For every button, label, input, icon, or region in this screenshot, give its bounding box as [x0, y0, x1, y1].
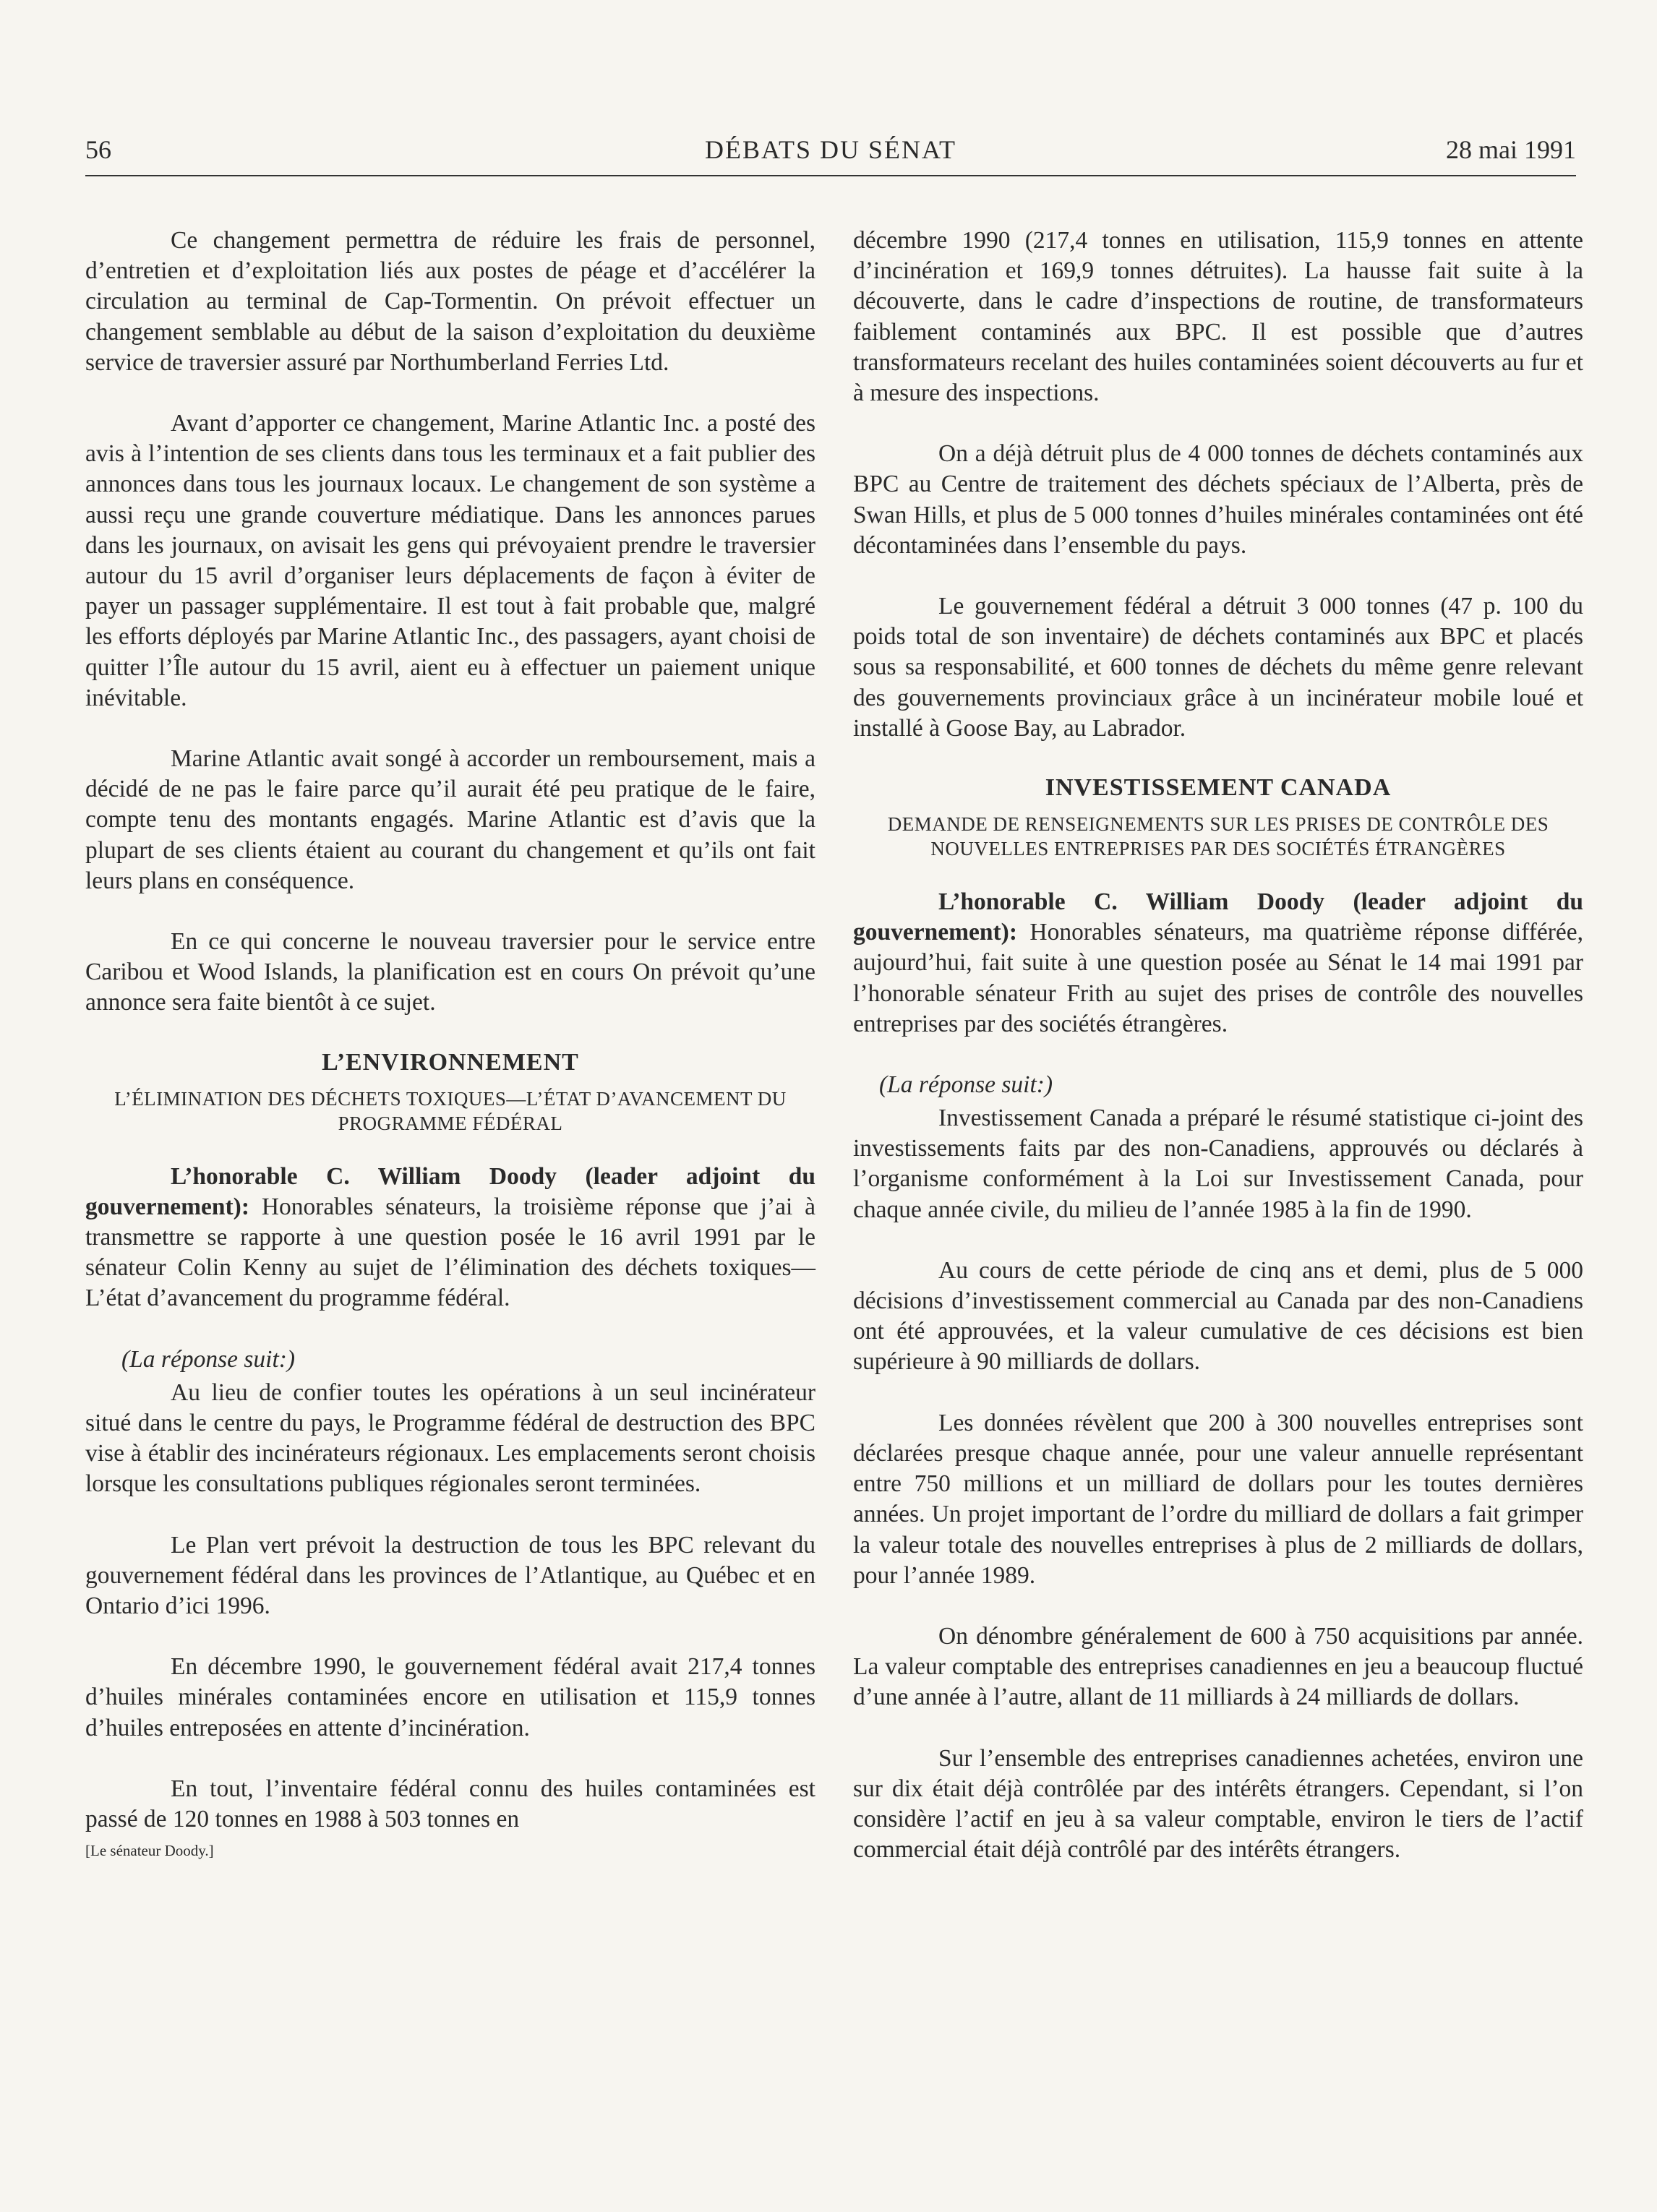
paragraph: Les données révèlent que 200 à 300 nouvelles entreprises sont déclarées presque chaque année, pour une valeur annuelle représentant entre 750 millions et un milliard de dollars pour les toutes dernières années. Un projet important de l’ordre du milliard de dollars a fait grimper la valeur totale des nouvelles entreprises à plus de 2 milliards de dollars, pour l’année 1989.	[853, 1409, 1583, 1589]
paragraph: On dénombre généralement de 600 à 750 acquisitions par année. La valeur comptable des entreprises canadiennes en jeu a beaucoup fluctué d’une année à l’autre, allant de 11 milliards à 24 milliards de dollars.	[853, 1622, 1583, 1711]
speech-text: Honorables sénateurs, ma quatrième réponse différée, aujourd’hui, fait suite à une question posée au Sénat le 14 mai 1991 par l’honorable sénateur Frith au sujet des prises de contrôle des nouvelles entreprises par des sociétés étrangères.	[853, 919, 1583, 1037]
subsection-heading: L’ÉLIMINATION DES DÉCHETS TOXIQUES—L’ÉTAT D’AVANCEMENT DU PROGRAMME FÉDÉRAL	[114, 1087, 787, 1134]
speech-paragraph	[85, 1162, 815, 1314]
paragraph: Sur l’ensemble des entreprises canadiennes achetées, environ une sur dix était déjà contrôlée par des intérêts étrangers. Cependant, si l’on considère l’actif en jeu à sa valeur comptable, environ le tiers de l’actif commercial était déjà contrôlé par des intérêts étrangers.	[853, 1744, 1583, 1864]
speech-paragraph	[853, 887, 1583, 1039]
paragraph: On a déjà détruit plus de 4 000 tonnes de déchets contaminés aux BPC au Centre de traitement des déchets spéciaux de l’Alberta, près de Swan Hills, et plus de 5 000 tonnes d’huiles minérales contaminées ont été décontaminées dans l’ensemble du pays.	[853, 440, 1583, 559]
paragraph: En ce qui concerne le nouveau traversier pour le service entre Caribou et Wood Islands, la planification est en cours On prévoit qu’une annonce sera faite bientôt à ce sujet.	[85, 928, 815, 1016]
section-heading: INVESTISSEMENT CANADA	[1045, 774, 1392, 802]
paragraph: Le Plan vert prévoit la destruction de tous les BPC relevant du gouvernement fédéral dans les provinces de l’Atlantique, au Québec et en Ontario d’ici 1996.	[85, 1531, 815, 1619]
paragraph: Marine Atlantic avait songé à accorder un remboursement, mais a décidé de ne pas le faire parce qu’il aurait été peu pratique de le faire, compte tenu des montants engagés. Marine Atlantic est d’avis que la plupart de ses clients étaient au courant du changement et qu’ils ont fait leurs plans en conséquence.	[85, 745, 815, 894]
response-label: (La réponse suit:)	[121, 1345, 296, 1373]
paragraph: En décembre 1990, le gouvernement fédéral avait 217,4 tonnes d’huiles minérales contaminées encore en utilisation et 115,9 tonnes d’huiles entreposées en attente d’incinération.	[85, 1653, 815, 1741]
paragraph: Ce changement permettra de réduire les frais de personnel, d’entretien et d’exploitation liés aux postes de péage et d’accélérer la circulation au terminal de Cap-Tormentin. On prévoit effectuer un changement semblable au début de la saison d’exploitation du deuxième service de traversier assuré par Northumberland Ferries Ltd.	[85, 227, 815, 376]
header-date: 28 mai 1991	[1446, 135, 1576, 164]
section-heading: L’ENVIRONNEMENT	[322, 1048, 579, 1076]
paragraph: Au lieu de confier toutes les opérations à un seul incinérateur situé dans le centre du pays, le Programme fédéral de destruction des BPC vise à établir des incinérateurs régionaux. Les emplacements seront choisis lorsque les consultations publiques régionales seront terminées.	[85, 1379, 815, 1498]
speech-text: Honorables sénateurs, la troisième réponse que j’ai à transmettre se rapporte à une question posée le 16 avril 1991 par le sénateur Colin Kenny au sujet de l’élimination des déchets toxiques—L’état d’avancement du programme fédéral.	[85, 1193, 815, 1312]
paragraph: Au cours de cette période de cinq ans et demi, plus de 5 000 décisions d’investissement commercial au Canada par des non-Canadiens ont été approuvées, et la valeur cumulative de ces décisions est bien supérieure à 90 milliards de dollars.	[853, 1256, 1583, 1376]
response-label: (La réponse suit:)	[879, 1071, 1053, 1099]
paragraph: Le gouvernement fédéral a détruit 3 000 tonnes (47 p. 100 du poids total de son inventaire) de déchets contaminés aux BPC et placés sous sa responsabilité, et 600 tonnes de déchets du même genre relevant des gouvernements provinciaux grâce à un incinérateur mobile loué et installé à Goose Bay, au Labrador.	[853, 593, 1583, 742]
right-column	[853, 226, 1583, 1895]
paragraph: En tout, l’inventaire fédéral connu des huiles contaminées est passé de 120 tonnes en 1988 à 503 tonnes en	[85, 1775, 815, 1832]
page-number: 56	[85, 135, 111, 164]
publication-title: DÉBATS DU SÉNAT	[704, 135, 957, 164]
footer-note: [Le sénateur Doody.]	[85, 1842, 214, 1860]
left-column	[85, 226, 815, 1860]
subsection-heading: DEMANDE DE RENSEIGNEMENTS SUR LES PRISES DE CONTRÔLE DES NOUVELLES ENTREPRISES PAR DES SOCIÉTÉS ÉTRANGÈRES	[887, 813, 1549, 860]
paragraph: Investissement Canada a préparé le résumé statistique ci-joint des investissements faits par des non-Canadiens, approuvés ou déclarés à l’organisme conformément à la Loi sur Investissement Canada, pour chaque année civile, du milieu de l’année 1985 à la fin de 1990.	[853, 1105, 1583, 1223]
running-header	[85, 134, 1576, 176]
paragraph: décembre 1990 (217,4 tonnes en utilisation, 115,9 tonnes en attente d’incinération et 169,9 tonnes détruites). La hausse fait suite à la découverte, dans le cadre d’inspections de routine, de transformateurs faiblement contaminés aux BPC. Il est possible que d’autres transformateurs recelant des huiles contaminées soient découverts au fur et à mesure des inspections.	[853, 227, 1583, 407]
speaker-name: L’honorable C. William Doody (leader adjoint du gouvernement):	[853, 888, 1583, 946]
paragraph: Avant d’apporter ce changement, Marine Atlantic Inc. a posté des avis à l’intention de ses clients dans tous les terminaux et a fait publier des annonces dans tous les journaux locaux. Le changement de son système a aussi reçu une grande couverture médiatique. Dans les annonces parues dans les journaux, on avisait les gens qui prévoyaient prendre le traversier autour du 15 avril d’organiser leurs déplacements de façon à éviter de payer un passager supplémentaire. Il est tout à fait probable que, malgré les efforts déployés par Marine Atlantic Inc., des passagers, ayant choisi de quitter l’Île autour du 15 avril, aient eu à effectuer un paiement unique inévitable.	[85, 410, 815, 711]
speaker-name: L’honorable C. William Doody (leader adjoint du gouvernement):	[85, 1162, 815, 1220]
